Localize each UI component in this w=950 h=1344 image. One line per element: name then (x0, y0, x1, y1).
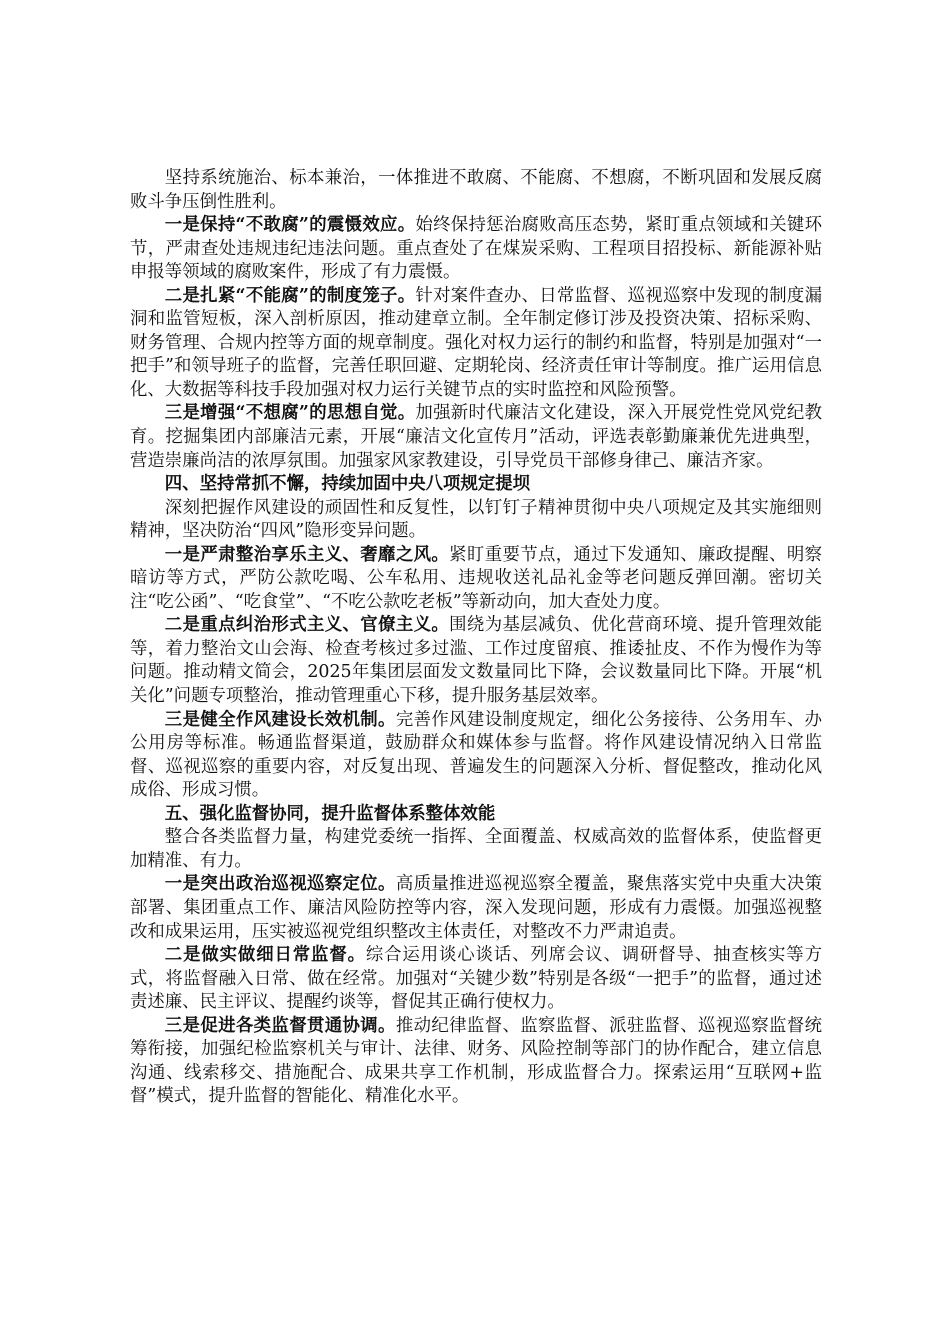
paragraph (130, 826, 822, 873)
paragraph-lead: 二是扎紧“不能腐”的制度笼子。 (164, 285, 416, 306)
paragraph (130, 214, 822, 285)
paragraph (130, 167, 822, 214)
paragraph (130, 1015, 822, 1109)
paragraph-text: 高质量推进巡视巡察全覆盖，聚焦落实党中央重大决策部署、集团重点工作、廉洁风险防控等内容，深入发现问题，形成有力震慑。加强巡视整改和成果运用，压实被巡视党组织整改主体责任，对整改不力严肃追责。 (130, 874, 822, 942)
paragraph-text: 整合各类监督力量，构建党委统一指挥、全面覆盖、权威高效的监督体系，使监督更加精准、有力。 (130, 827, 822, 871)
paragraph-lead: 三是促进各类监督贯通协调。 (164, 1015, 396, 1036)
paragraph-lead: 一是严肃整治享乐主义、奢靡之风。 (164, 544, 450, 565)
paragraph-text: 始终保持惩治腐败高压态势，紧盯重点领域和关键环节，严肃查处违规违纪违法问题。重点查处了在煤炭采购、工程项目招投标、新能源补贴申报等领域的腐败案件，形成了有力震慑。 (130, 215, 822, 283)
paragraph-text: 紧盯重要节点，通过下发通知、廉政提醒、明察暗访等方式，严防公款吃喝、公车私用、违规收送礼品礼金等老问题反弹回潮。密切关注“吃公函”、“吃食堂”、“不吃公款吃老板”等新动向，加大查处力度。 (130, 544, 822, 612)
paragraph-text: 针对案件查办、日常监督、巡视巡察中发现的制度漏洞和监管短板，深入剖析原因，推动建章立制。全年制定修订涉及投资决策、招标采购、财务管理、合规内控等方面的规章制度。强化对权力运行的制约和监督，特别是加强对“一把手”和领导班子的监督，完善任职回避、定期轮岗、经济责任审计等制度。推广运用信息化、大数据等科技手段加强对权力运行关键节点的实时监控和风险预警。 (130, 285, 822, 400)
paragraph (130, 614, 822, 708)
paragraph (130, 709, 822, 803)
paragraph-lead: 一是突出政治巡视巡察定位。 (164, 874, 396, 895)
paragraph (130, 285, 822, 403)
paragraph (130, 873, 822, 944)
section-heading: 四、坚持常抓不懈，持续加固中央八项规定提坝 (164, 474, 531, 495)
paragraph (130, 402, 822, 473)
paragraph-lead: 一是保持“不敢腐”的震慑效应。 (164, 215, 416, 236)
paragraph-text: 完善作风建设制度规定，细化公务接待、公务用车、办公用房等标准。畅通监督渠道，鼓励群众和媒体参与监督。将作风建设情况纳入日常监督、巡视巡察的重要内容，对反复出现、普遍发生的问题深入分析、督促整改，推动化风成俗、形成习惯。 (130, 709, 822, 801)
document-body (130, 167, 822, 1109)
paragraph-lead: 三是增强“不想腐”的思想自觉。 (164, 403, 416, 424)
paragraph-lead: 二是做实做细日常监督。 (164, 945, 366, 966)
paragraph-text: 加强新时代廉洁文化建设，深入开展党性党风党纪教育。挖掘集团内部廉洁元素，开展“廉洁文化宣传月”活动，评选表彰勤廉兼优先进典型，营造崇廉尚洁的浓厚氛围。加强家风家教建设，引导党员干部修身律己、廉洁齐家。 (130, 403, 822, 471)
paragraph (130, 497, 822, 544)
paragraph (130, 544, 822, 615)
paragraph-text: 综合运用谈心谈话、列席会议、调研督导、抽查核实等方式，将监督融入日常、做在经常。加强对“关键少数”特别是各级“一把手”的监督，通过述责述廉、民主评议、提醒约谈等，督促其正确行使权力。 (130, 945, 822, 1013)
paragraph-text: 推动纪律监督、监察监督、派驻监督、巡视巡察监督统筹衔接，加强纪检监察机关与审计、法律、财务、风险控制等部门的协作配合，建立信息沟通、线索移交、措施配合、成果共享工作机制，形成监督合力。探索运用“互联网+监督”模式，提升监督的智能化、精准化水平。 (130, 1015, 822, 1107)
paragraph-text: 坚持系统施治、标本兼治，一体推进不敢腐、不能腐、不想腐，不断巩固和发展反腐败斗争压倒性胜利。 (130, 168, 822, 212)
paragraph-lead: 二是重点纠治形式主义、官僚主义。 (164, 615, 450, 636)
paragraph-text: 深刻把握作风建设的顽固性和反复性，以钉钉子精神贯彻中央八项规定及其实施细则精神，坚决防治“四风”隐形变异问题。 (130, 497, 822, 542)
paragraph (130, 944, 822, 1015)
paragraph-lead: 三是健全作风建设长效机制。 (164, 709, 396, 730)
paragraph-text: 围绕为基层减负、优化营商环境、提升管理效能等，着力整治文山会海、检查考核过多过滥、工作过度留痕、推诿扯皮、不作为慢作为等问题。推动精文简会，2025年集团层面发文数量同比下降，会议数量同比下降。开展“机关化”问题专项整治，推动管理重心下移，提升服务基层效率。 (130, 615, 822, 707)
section-heading: 五、强化监督协同，提升监督体系整体效能 (164, 803, 496, 824)
